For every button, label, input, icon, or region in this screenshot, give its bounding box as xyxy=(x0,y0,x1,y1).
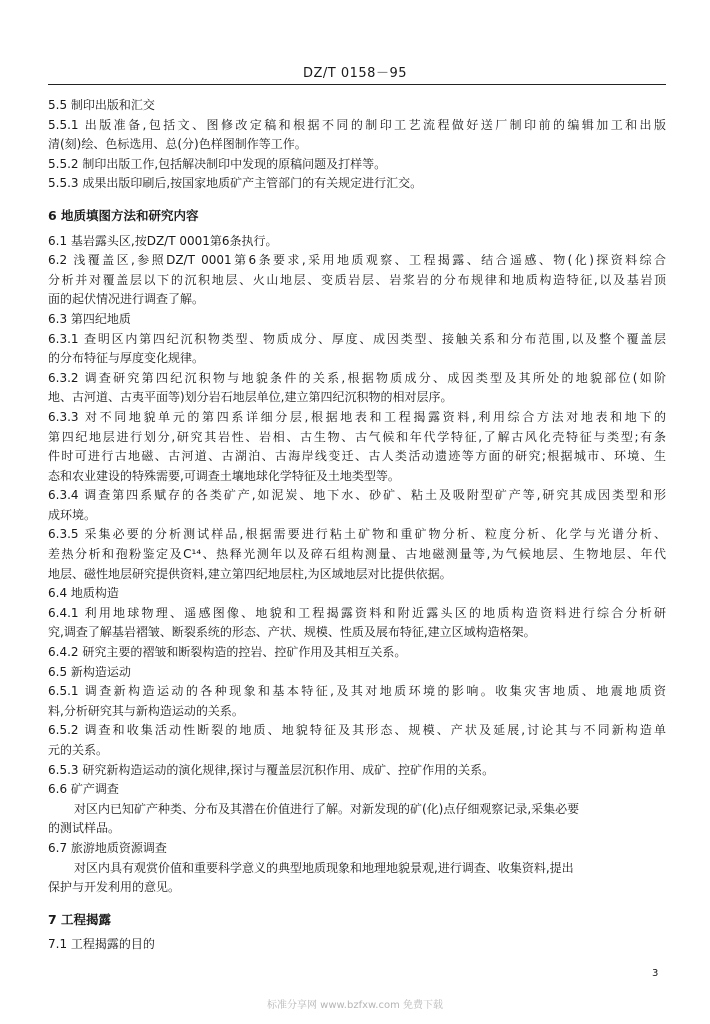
paragraph-line: 对区内具有观赏价值和重要科学意义的典型地质现象和地理地貌景观,进行调查、收集资料,提出 xyxy=(74,860,574,875)
paragraph-line: 6.5.1 调查新构造运动的各种现象和基本特征,及其对地质环境的影响。收集灾害地质、地震地质资 xyxy=(48,684,666,699)
paragraph-line: 6.5.3 研究新构造运动的演化规律,探讨与覆盖层沉积作用、成矿、控矿作用的关系。 xyxy=(48,762,495,777)
section-7-1-heading: 7.1 工程揭露的目的 xyxy=(48,937,155,952)
paragraph-line: 6.2 浅覆盖区,参照DZ/T 0001第6条要求,采用地质观察、工程揭露、结合遥感、物(化)探资料综合 xyxy=(48,253,666,268)
paragraph-line: 6.3.3 对不同地貌单元的第四系详细分层,根据地表和工程揭露资料,利用综合方法对地表和地下的 xyxy=(48,409,666,424)
paragraph-line: 的测试样品。 xyxy=(48,821,121,836)
paragraph-line: 保护与开发利用的意见。 xyxy=(48,880,181,895)
paragraph-line: 第四纪地层进行划分,研究其岩性、岩相、古生物、古气候和年代学特征,了解古风化壳特征与类型;有条 xyxy=(48,429,666,444)
paragraph-line: 态和农业建设的特殊需要,可调查土壤地球化学特征及土地类型等。 xyxy=(48,468,400,483)
paragraph-line: 6.3.1 查明区内第四纪沉积物类型、物质成分、厚度、成因类型、接触关系和分布范围,以及整个覆盖层 xyxy=(48,331,666,346)
paragraph-line: 6.4.1 利用地球物理、遥感图像、地貌和工程揭露资料和附近露头区的地质构造资料进行综合分析研 xyxy=(48,605,666,620)
paragraph-line: 料,分析研究其与新构造运动的关系。 xyxy=(48,703,244,718)
watermark-text: 标准分享网 www.bzfxw.com 免费下载 xyxy=(267,1000,443,1011)
paragraph-line: 究,调查了解基岩褶皱、断裂系统的形态、产状、规模、性质及展布特征,建立区域构造格架。 xyxy=(48,625,536,640)
paragraph-line: 6.3.5 采集必要的分析测试样品,根据需要进行粘土矿物和重矿物分析、粒度分析、化学与光谱分析、 xyxy=(48,527,666,542)
paragraph-line: 面的起伏情况进行调查了解。 xyxy=(48,292,205,307)
paragraph-line: 地层、磁性地层研究提供资料,建立第四纪地层柱,为区域地层对比提供依据。 xyxy=(48,566,452,581)
paragraph-line: 元的关系。 xyxy=(48,743,109,757)
paragraph-line: 对区内已知矿产种类、分布及其潜在价值进行了解。对新发现的矿(化)点仔细观察记录,采集必要 xyxy=(74,801,580,816)
section-6-4-heading: 6.4 地质构造 xyxy=(48,586,119,601)
paragraph-line: 地、古河道、古夷平面等)划分岩石地层单位,建立第四纪沉积物的相对层序。 xyxy=(48,390,453,405)
paragraph-line: 5.5.2 制印出版工作,包括解决制印中发现的原稿问题及打样等。 xyxy=(48,156,387,171)
section-6-7-heading: 6.7 旅游地质资源调查 xyxy=(48,840,167,855)
paragraph-line: 件时可进行古地磁、古河道、古湖泊、古海岸线变迁、古人类活动遗迹等方面的研究;根据城市、环境、生 xyxy=(48,449,666,464)
paragraph-line: 成环境。 xyxy=(48,507,97,522)
section-5-5-heading: 5.5 制印出版和汇交 xyxy=(48,98,155,112)
paragraph-line: 5.5.1 出版准备,包括文、图修改定稿和根据不同的制印工艺流程做好送厂制印前的编辑加工和出版 xyxy=(48,117,666,132)
section-6-5-heading: 6.5 新构造运动 xyxy=(48,664,131,679)
paragraph-line: 清(刻)绘、色标选用、总(分)色样图制作等工作。 xyxy=(48,137,307,152)
paragraph-line: 6.4.2 研究主要的褶皱和断裂构造的控岩、控矿作用及其相互关系。 xyxy=(48,645,407,660)
paragraph-line: 差热分析和孢粉鉴定及C¹⁴、热释光测年以及碎石组构测量、古地磁测量等,为气候地层、生物地层、年代 xyxy=(48,547,666,562)
paragraph-line: 5.5.3 成果出版印刷后,按国家地质矿产主管部门的有关规定进行汇交。 xyxy=(48,176,423,191)
body-text xyxy=(48,96,666,955)
section-6-6-heading: 6.6 矿产调查 xyxy=(48,782,119,797)
page-number: 3 xyxy=(652,968,659,979)
paragraph-line: 6.1 基岩露头区,按DZ/T 0001第6条执行。 xyxy=(48,233,278,248)
paragraph-line: 6.3.2 调查研究第四纪沉积物与地貌条件的关系,根据物质成分、成因类型及其所处的地貌部位(如阶 xyxy=(48,370,666,385)
paragraph-line: 的分布特征与厚度变化规律。 xyxy=(48,351,205,366)
paragraph-line: 6.3.4 调查第四系赋存的各类矿产,如泥炭、地下水、砂矿、粘土及吸附型矿产等,研究其成因类型和形 xyxy=(48,488,666,503)
paragraph-line: 分析并对覆盖层以下的沉积地层、火山地层、变质岩层、岩浆岩的分布规律和地质构造特征,以及基岩顶 xyxy=(48,272,666,287)
section-6-heading: 6 地质填图方法和研究内容 xyxy=(48,207,199,223)
standard-code-header: DZ/T 0158－95 xyxy=(303,66,407,81)
section-7-heading: 7 工程揭露 xyxy=(48,911,112,927)
section-6-3-heading: 6.3 第四纪地质 xyxy=(48,311,131,326)
paragraph-line: 6.5.2 调查和收集活动性断裂的地质、地貌特征及其形态、规模、产状及延展,讨论其与不同新构造单 xyxy=(48,723,666,738)
header-rule xyxy=(48,84,666,85)
